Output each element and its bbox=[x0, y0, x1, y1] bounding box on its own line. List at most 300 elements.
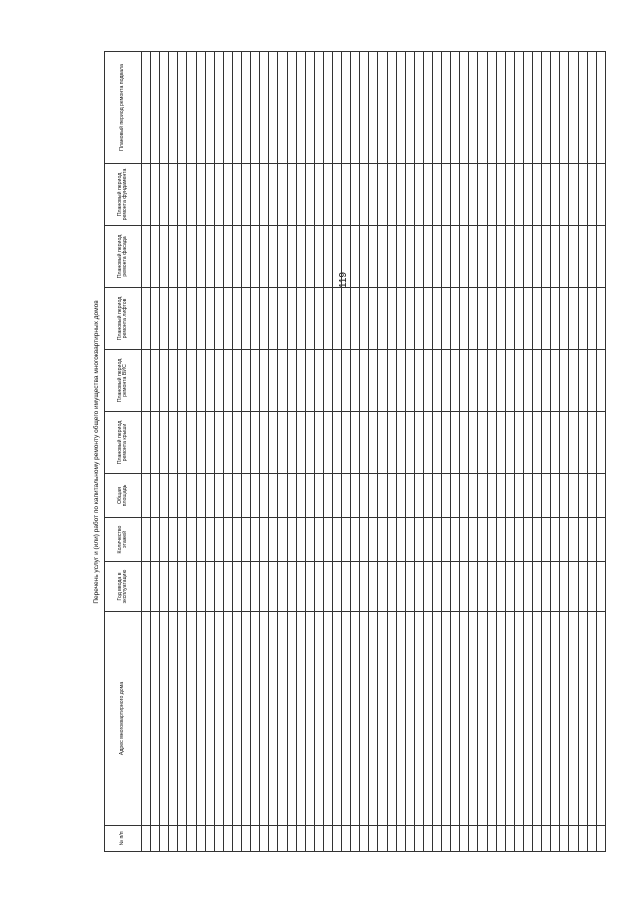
table-cell bbox=[569, 612, 578, 826]
table-cell bbox=[223, 52, 232, 164]
table-cell bbox=[551, 412, 560, 474]
table-cell bbox=[296, 474, 305, 518]
table-cell bbox=[542, 474, 551, 518]
table-row bbox=[242, 52, 251, 852]
table-row bbox=[596, 52, 605, 852]
table-cell bbox=[487, 350, 496, 412]
table-cell bbox=[560, 518, 569, 562]
table-cell bbox=[405, 562, 414, 612]
table-cell bbox=[578, 612, 587, 826]
table-cell bbox=[169, 164, 178, 226]
table-cell bbox=[187, 226, 196, 288]
table-cell bbox=[505, 474, 514, 518]
table-cell bbox=[278, 350, 287, 412]
table-cell bbox=[414, 52, 423, 164]
table-cell bbox=[323, 164, 332, 226]
table-cell bbox=[278, 474, 287, 518]
table-cell bbox=[569, 52, 578, 164]
table-cell bbox=[451, 288, 460, 350]
table-cell bbox=[160, 226, 169, 288]
repair-schedule-table bbox=[104, 51, 606, 852]
table-cell bbox=[296, 226, 305, 288]
table-cell bbox=[596, 518, 605, 562]
table-cell bbox=[423, 826, 432, 852]
table-cell bbox=[196, 562, 205, 612]
table-cell bbox=[478, 612, 487, 826]
table-cell bbox=[223, 562, 232, 612]
table-cell bbox=[433, 826, 442, 852]
table-cell bbox=[460, 288, 469, 350]
table-cell bbox=[178, 826, 187, 852]
table-cell bbox=[178, 474, 187, 518]
table-cell bbox=[405, 412, 414, 474]
table-cell bbox=[196, 518, 205, 562]
table-cell bbox=[314, 164, 323, 226]
table-cell bbox=[287, 518, 296, 562]
table-cell bbox=[223, 826, 232, 852]
table-cell bbox=[160, 412, 169, 474]
table-cell bbox=[460, 226, 469, 288]
table-cell bbox=[205, 164, 214, 226]
table-cell bbox=[151, 288, 160, 350]
table-cell bbox=[469, 52, 478, 164]
table-cell bbox=[187, 518, 196, 562]
table-row bbox=[178, 52, 187, 852]
table-cell bbox=[551, 826, 560, 852]
table-cell bbox=[414, 474, 423, 518]
table-cell bbox=[314, 226, 323, 288]
table-cell bbox=[387, 474, 396, 518]
table-cell bbox=[160, 474, 169, 518]
table-cell bbox=[232, 350, 241, 412]
table-cell bbox=[232, 518, 241, 562]
table-cell bbox=[405, 52, 414, 164]
table-cell bbox=[460, 350, 469, 412]
table-cell bbox=[251, 288, 260, 350]
table-cell bbox=[287, 412, 296, 474]
table-cell bbox=[405, 226, 414, 288]
table-cell bbox=[514, 518, 523, 562]
table-cell bbox=[423, 350, 432, 412]
table-cell bbox=[587, 474, 596, 518]
table-cell bbox=[214, 52, 223, 164]
table-cell bbox=[378, 288, 387, 350]
table-row bbox=[360, 52, 369, 852]
table-cell bbox=[342, 518, 351, 562]
table-cell bbox=[378, 612, 387, 826]
table-cell bbox=[178, 164, 187, 226]
table-row bbox=[569, 52, 578, 852]
table-row bbox=[378, 52, 387, 852]
table-cell bbox=[514, 612, 523, 826]
table-cell bbox=[332, 562, 341, 612]
table-cell bbox=[596, 612, 605, 826]
table-cell bbox=[332, 52, 341, 164]
table-cell bbox=[169, 612, 178, 826]
table-cell bbox=[423, 562, 432, 612]
table-cell bbox=[214, 350, 223, 412]
table-cell bbox=[433, 612, 442, 826]
table-cell bbox=[305, 518, 314, 562]
table-cell bbox=[360, 612, 369, 826]
column-header: Плановый период ремонта ВИС bbox=[105, 350, 142, 412]
table-cell bbox=[569, 474, 578, 518]
table-cell bbox=[287, 164, 296, 226]
table-cell bbox=[332, 288, 341, 350]
table-cell bbox=[469, 350, 478, 412]
table-row bbox=[496, 52, 505, 852]
table-cell bbox=[533, 826, 542, 852]
table-row bbox=[551, 52, 560, 852]
table-cell bbox=[287, 288, 296, 350]
table-cell bbox=[369, 474, 378, 518]
table-row bbox=[487, 52, 496, 852]
table-cell bbox=[323, 350, 332, 412]
table-cell bbox=[551, 226, 560, 288]
table-cell bbox=[405, 826, 414, 852]
table-cell bbox=[433, 226, 442, 288]
table-row bbox=[351, 52, 360, 852]
table-row bbox=[278, 52, 287, 852]
table-cell bbox=[205, 412, 214, 474]
table-cell bbox=[214, 518, 223, 562]
table-cell bbox=[514, 226, 523, 288]
table-cell bbox=[232, 474, 241, 518]
table-cell bbox=[569, 562, 578, 612]
table-cell bbox=[287, 562, 296, 612]
table-cell bbox=[251, 226, 260, 288]
table-cell bbox=[251, 52, 260, 164]
table-cell bbox=[260, 52, 269, 164]
table-cell bbox=[205, 474, 214, 518]
table-cell bbox=[569, 350, 578, 412]
table-row bbox=[433, 52, 442, 852]
table-cell bbox=[433, 350, 442, 412]
table-cell bbox=[151, 226, 160, 288]
table-cell bbox=[251, 412, 260, 474]
table-cell bbox=[505, 164, 514, 226]
table-cell bbox=[487, 826, 496, 852]
table-cell bbox=[151, 474, 160, 518]
table-cell bbox=[223, 412, 232, 474]
table-cell bbox=[460, 164, 469, 226]
table-cell bbox=[514, 288, 523, 350]
table-cell bbox=[214, 412, 223, 474]
table-cell bbox=[314, 518, 323, 562]
table-cell bbox=[378, 518, 387, 562]
table-cell bbox=[414, 612, 423, 826]
table-cell bbox=[287, 826, 296, 852]
table-cell bbox=[269, 474, 278, 518]
table-cell bbox=[551, 612, 560, 826]
table-cell bbox=[287, 52, 296, 164]
table-cell bbox=[242, 474, 251, 518]
table-cell bbox=[269, 412, 278, 474]
table-cell bbox=[505, 612, 514, 826]
table-cell bbox=[278, 288, 287, 350]
column-header: Адрес многоквартирного дома bbox=[105, 612, 142, 826]
table-cell bbox=[451, 826, 460, 852]
table-cell bbox=[223, 518, 232, 562]
table-cell bbox=[523, 612, 532, 826]
table-cell bbox=[296, 288, 305, 350]
column-header: Плановый период ремонта фундамента bbox=[105, 164, 142, 226]
table-cell bbox=[496, 562, 505, 612]
table-cell bbox=[351, 612, 360, 826]
table-cell bbox=[560, 474, 569, 518]
column-header: Плановый период ремонта подвала bbox=[105, 52, 142, 164]
table-cell bbox=[560, 164, 569, 226]
table-cell bbox=[187, 474, 196, 518]
table-cell bbox=[542, 226, 551, 288]
table-cell bbox=[523, 518, 532, 562]
table-cell bbox=[169, 288, 178, 350]
table-cell bbox=[142, 826, 151, 852]
table-cell bbox=[414, 562, 423, 612]
table-cell bbox=[587, 412, 596, 474]
table-cell bbox=[251, 826, 260, 852]
table-row bbox=[369, 52, 378, 852]
table-row bbox=[214, 52, 223, 852]
table-cell bbox=[142, 562, 151, 612]
table-cell bbox=[169, 474, 178, 518]
table-cell bbox=[360, 518, 369, 562]
table-cell bbox=[169, 562, 178, 612]
table-cell bbox=[433, 412, 442, 474]
table-cell bbox=[351, 226, 360, 288]
table-cell bbox=[487, 164, 496, 226]
table-cell bbox=[160, 518, 169, 562]
table-cell bbox=[578, 52, 587, 164]
table-cell bbox=[487, 474, 496, 518]
table-cell bbox=[332, 474, 341, 518]
table-cell bbox=[496, 826, 505, 852]
table-cell bbox=[533, 474, 542, 518]
table-cell bbox=[387, 562, 396, 612]
table-cell bbox=[560, 288, 569, 350]
table-cell bbox=[342, 612, 351, 826]
table-cell bbox=[278, 826, 287, 852]
table-cell bbox=[296, 412, 305, 474]
table-cell bbox=[160, 350, 169, 412]
table-cell bbox=[587, 52, 596, 164]
table-cell bbox=[551, 164, 560, 226]
table-cell bbox=[142, 412, 151, 474]
table-row bbox=[305, 52, 314, 852]
table-cell bbox=[160, 288, 169, 350]
table-cell bbox=[142, 350, 151, 412]
table-cell bbox=[242, 52, 251, 164]
table-cell bbox=[405, 612, 414, 826]
table-cell bbox=[196, 164, 205, 226]
table-cell bbox=[260, 518, 269, 562]
table-cell bbox=[205, 52, 214, 164]
table-cell bbox=[151, 826, 160, 852]
table-cell bbox=[560, 612, 569, 826]
table-cell bbox=[214, 826, 223, 852]
table-cell bbox=[187, 412, 196, 474]
table-cell bbox=[232, 612, 241, 826]
table-cell bbox=[387, 350, 396, 412]
table-cell bbox=[496, 288, 505, 350]
table-cell bbox=[187, 164, 196, 226]
table-cell bbox=[496, 474, 505, 518]
table-cell bbox=[578, 518, 587, 562]
table-cell bbox=[205, 350, 214, 412]
table-cell bbox=[251, 474, 260, 518]
table-cell bbox=[569, 412, 578, 474]
table-cell bbox=[242, 562, 251, 612]
table-cell bbox=[405, 288, 414, 350]
table-cell bbox=[142, 518, 151, 562]
table-cell bbox=[514, 164, 523, 226]
table-cell bbox=[551, 474, 560, 518]
table-cell bbox=[342, 412, 351, 474]
table-cell bbox=[360, 474, 369, 518]
table-cell bbox=[205, 826, 214, 852]
table-cell bbox=[187, 562, 196, 612]
table-row bbox=[533, 52, 542, 852]
table-cell bbox=[578, 562, 587, 612]
table-cell bbox=[451, 612, 460, 826]
table-cell bbox=[260, 226, 269, 288]
table-cell bbox=[260, 350, 269, 412]
table-row bbox=[414, 52, 423, 852]
table-cell bbox=[478, 350, 487, 412]
table-cell bbox=[342, 226, 351, 288]
table-cell bbox=[214, 562, 223, 612]
table-cell bbox=[478, 826, 487, 852]
table-cell bbox=[160, 826, 169, 852]
table-cell bbox=[578, 288, 587, 350]
table-cell bbox=[296, 826, 305, 852]
table-cell bbox=[496, 518, 505, 562]
table-cell bbox=[342, 350, 351, 412]
table-cell bbox=[178, 412, 187, 474]
table-row bbox=[523, 52, 532, 852]
table-cell bbox=[578, 412, 587, 474]
table-cell bbox=[523, 226, 532, 288]
table-cell bbox=[387, 52, 396, 164]
table-cell bbox=[596, 412, 605, 474]
table-cell bbox=[514, 562, 523, 612]
table-cell bbox=[323, 826, 332, 852]
table-cell bbox=[351, 826, 360, 852]
table-cell bbox=[487, 412, 496, 474]
table-cell bbox=[478, 288, 487, 350]
table-cell bbox=[314, 288, 323, 350]
table-cell bbox=[442, 164, 451, 226]
table-cell bbox=[542, 562, 551, 612]
table-cell bbox=[505, 52, 514, 164]
table-cell bbox=[323, 288, 332, 350]
table-cell bbox=[469, 518, 478, 562]
table-cell bbox=[360, 226, 369, 288]
table-cell bbox=[578, 474, 587, 518]
table-cell bbox=[542, 612, 551, 826]
table-cell bbox=[323, 612, 332, 826]
table-cell bbox=[187, 52, 196, 164]
table-cell bbox=[533, 288, 542, 350]
table-cell bbox=[360, 164, 369, 226]
table-cell bbox=[214, 288, 223, 350]
table-body bbox=[142, 52, 606, 852]
table-cell bbox=[269, 518, 278, 562]
table-cell bbox=[478, 562, 487, 612]
table-cell bbox=[205, 518, 214, 562]
table-cell bbox=[278, 226, 287, 288]
table-cell bbox=[514, 350, 523, 412]
table-cell bbox=[460, 518, 469, 562]
table-row bbox=[269, 52, 278, 852]
table-cell bbox=[505, 562, 514, 612]
table-cell bbox=[314, 52, 323, 164]
table-cell bbox=[442, 518, 451, 562]
table-cell bbox=[187, 288, 196, 350]
table-cell bbox=[269, 226, 278, 288]
table-cell bbox=[451, 562, 460, 612]
table-cell bbox=[405, 518, 414, 562]
table-cell bbox=[142, 474, 151, 518]
column-header: Плановый период ремонта крыши bbox=[105, 412, 142, 474]
table-cell bbox=[578, 826, 587, 852]
table-cell bbox=[178, 52, 187, 164]
table-cell bbox=[378, 350, 387, 412]
column-header: Плановый период ремонта фасада bbox=[105, 226, 142, 288]
table-cell bbox=[387, 612, 396, 826]
table-cell bbox=[242, 350, 251, 412]
table-cell bbox=[469, 412, 478, 474]
table-cell bbox=[232, 52, 241, 164]
table-cell bbox=[387, 164, 396, 226]
table-cell bbox=[533, 350, 542, 412]
table-cell bbox=[205, 612, 214, 826]
table-row bbox=[332, 52, 341, 852]
table-cell bbox=[305, 612, 314, 826]
table-cell bbox=[533, 164, 542, 226]
table-cell bbox=[369, 412, 378, 474]
table-cell bbox=[596, 350, 605, 412]
table-cell bbox=[151, 412, 160, 474]
table-cell bbox=[323, 518, 332, 562]
table-cell bbox=[451, 518, 460, 562]
table-cell bbox=[523, 826, 532, 852]
table-cell bbox=[369, 226, 378, 288]
table-cell bbox=[232, 412, 241, 474]
table-cell bbox=[151, 612, 160, 826]
table-cell bbox=[378, 826, 387, 852]
table-cell bbox=[232, 562, 241, 612]
table-cell bbox=[269, 52, 278, 164]
table-cell bbox=[478, 518, 487, 562]
table-cell bbox=[514, 474, 523, 518]
table-cell bbox=[469, 226, 478, 288]
table-cell bbox=[533, 562, 542, 612]
table-cell bbox=[305, 562, 314, 612]
table-cell bbox=[505, 288, 514, 350]
table-cell bbox=[160, 612, 169, 826]
table-row bbox=[542, 52, 551, 852]
table-cell bbox=[505, 826, 514, 852]
table-cell bbox=[569, 826, 578, 852]
table-caption: Перечень услуг и (или) работ по капитальному ремонту общего имущества многоквартирных домов bbox=[93, 300, 100, 604]
table-row bbox=[251, 52, 260, 852]
table-cell bbox=[505, 412, 514, 474]
table-cell bbox=[433, 562, 442, 612]
table-cell bbox=[423, 518, 432, 562]
table-cell bbox=[451, 350, 460, 412]
table-row bbox=[478, 52, 487, 852]
